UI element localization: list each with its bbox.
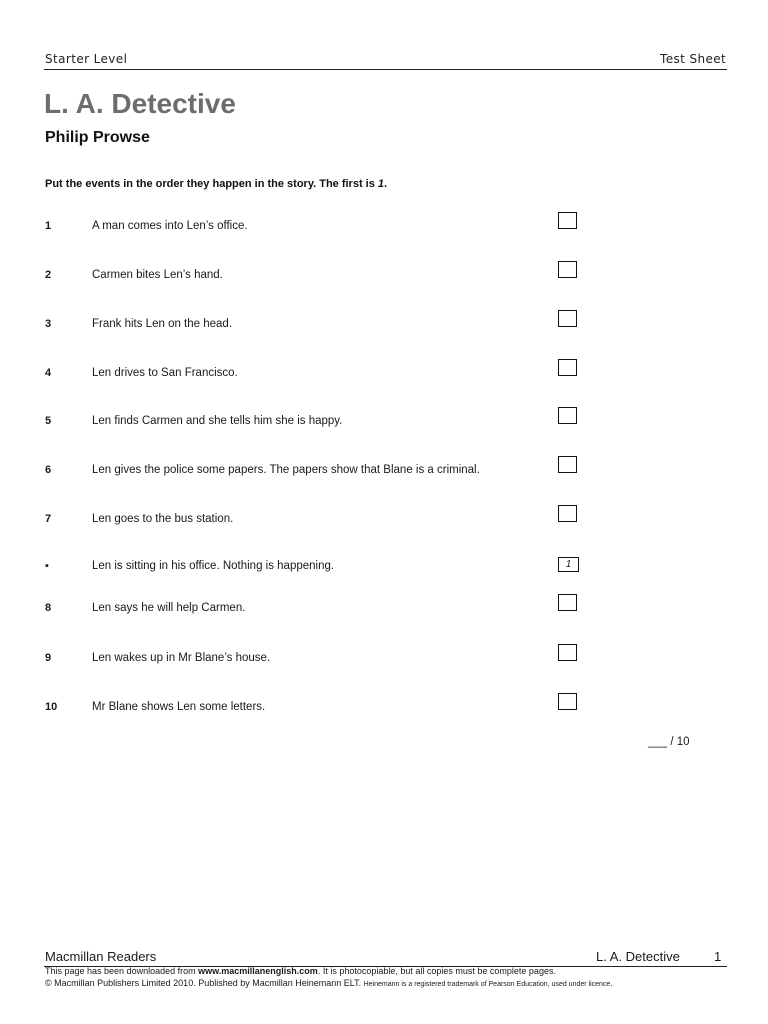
list-item — [0, 652, 768, 672]
answer-box[interactable] — [558, 359, 577, 376]
list-item — [0, 269, 768, 289]
instruction — [45, 178, 387, 190]
answer-box[interactable] — [558, 505, 577, 522]
list-item-example — [0, 560, 768, 580]
item-number: 9 — [45, 652, 52, 664]
answer-box[interactable] — [558, 456, 577, 473]
list-item — [0, 415, 768, 435]
item-number: 3 — [45, 318, 52, 330]
answer-box[interactable] — [558, 212, 577, 229]
copyright-end: . — [610, 978, 613, 988]
download-notice-pre: This page has been downloaded from — [45, 966, 199, 976]
item-text: Len says he will help Carmen. — [92, 602, 246, 614]
copyright-notice — [45, 978, 613, 988]
instruction-example: 1 — [377, 178, 385, 190]
item-text: Frank hits Len on the head. — [92, 318, 233, 330]
item-number: 5 — [45, 415, 52, 427]
author-name: Philip Prowse — [45, 129, 150, 146]
answer-box[interactable] — [558, 594, 577, 611]
header-level: Starter Level — [45, 52, 128, 66]
item-text: Mr Blane shows Len some letters. — [92, 701, 266, 713]
answer-box[interactable] — [558, 693, 577, 710]
list-item — [0, 701, 768, 721]
item-number: 6 — [45, 464, 52, 476]
item-number: 1 — [45, 220, 52, 232]
list-item — [0, 220, 768, 240]
item-text: Carmen bites Len’s hand. — [92, 269, 223, 281]
download-notice — [45, 966, 556, 976]
download-link[interactable]: www.macmillanenglish.com — [198, 966, 318, 976]
answer-value: 1 — [565, 559, 572, 570]
item-text: Len gives the police some papers. The papers show that Blane is a criminal. — [92, 464, 480, 476]
answer-box[interactable] — [558, 407, 577, 424]
copyright-text: © Macmillan Publishers Limited 2010. Published by Macmillan Heinemann ELT. — [45, 978, 364, 988]
header-sheet: Test Sheet — [660, 52, 727, 66]
item-text: Len finds Carmen and she tells him she is happy. — [92, 415, 343, 427]
item-text: A man comes into Len’s office. — [92, 220, 248, 232]
header-divider — [44, 69, 727, 70]
item-number: 7 — [45, 513, 52, 525]
item-text: Len wakes up in Mr Blane’s house. — [92, 652, 271, 664]
list-item — [0, 602, 768, 622]
trademark-text: Heinemann is a registered trademark of Pearson Education, used under licence — [363, 981, 611, 988]
footer-series: Macmillan Readers — [45, 949, 157, 964]
item-text: Len drives to San Francisco. — [92, 367, 238, 379]
item-number: 10 — [45, 701, 58, 713]
instruction-text: Put the events in the order they happen in the story. The first is — [45, 178, 378, 190]
answer-box[interactable] — [558, 261, 577, 278]
download-notice-post: . It is photocopiable, but all copies must be complete pages. — [317, 966, 556, 976]
answer-box[interactable] — [558, 310, 577, 327]
score-line: ___ / 10 — [648, 736, 690, 748]
footer-book-title: L. A. Detective — [596, 949, 680, 964]
item-number: 4 — [45, 367, 52, 379]
list-item — [0, 464, 768, 484]
item-text: Len goes to the bus station. — [92, 513, 234, 525]
page-title: L. A. Detective — [44, 88, 236, 119]
item-text: Len is sitting in his office. Nothing is happening. — [92, 560, 335, 572]
list-item — [0, 367, 768, 387]
list-item — [0, 513, 768, 533]
footer-page-number: 1 — [714, 949, 722, 964]
item-number: 2 — [45, 269, 52, 281]
item-number: 8 — [45, 602, 52, 614]
answer-box-example — [558, 557, 579, 572]
list-item — [0, 318, 768, 338]
item-bullet: ▪ — [45, 560, 49, 572]
answer-box[interactable] — [558, 644, 577, 661]
instruction-end: . — [384, 178, 388, 190]
